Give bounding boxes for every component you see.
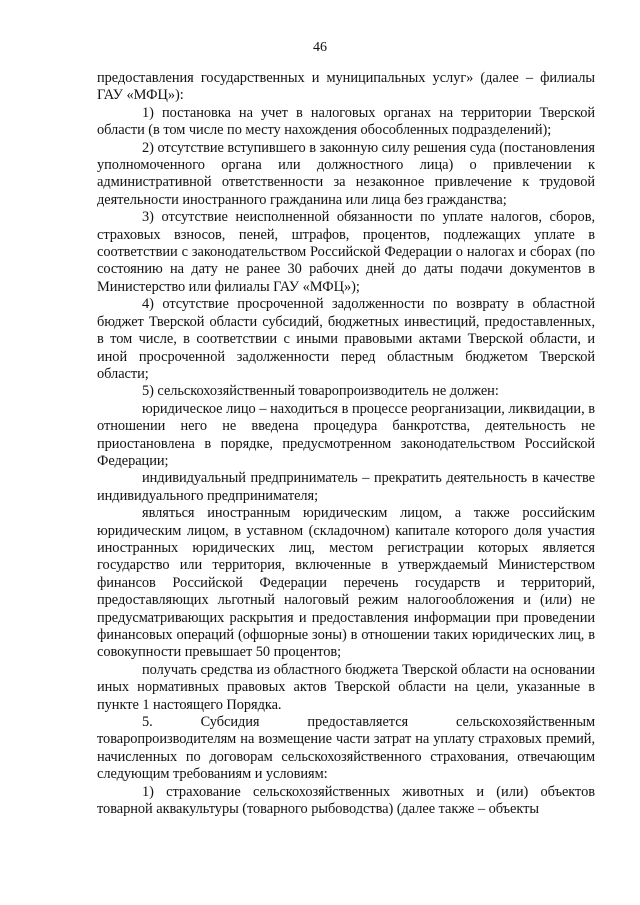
paragraph: 3) отсутствие неисполненной обязанности по уплате налогов, сборов, страховых взносов, пеней, штрафов, процентов, подлежащих уплате в соответствии с законодательством Российской Федерации о налогах и сборах (по состоянию на дату не ранее 30 рабочих дней до даты подачи документов в Министерство или филиалы ГАУ «МФЦ»); <box>97 209 595 295</box>
paragraph: 1) постановка на учет в налоговых органах на территории Тверской области (в том числе по месту нахождения обособленных подразделений); <box>97 104 595 139</box>
page-number: 46 <box>313 40 327 55</box>
paragraph: 5. Субсидия предоставляется сельскохозяйственным товаропроизводителям на возмещение части затрат на уплату страховых премий, начисленных по договорам сельскохозяйственного страхования, отвечающим следующим требованиям и условиям: <box>97 714 595 783</box>
paragraph: 4) отсутствие просроченной задолженности по возврату в областной бюджет Тверской области субсидий, бюджетных инвестиций, предоставленных, в том числе, в соответствии с иными правовыми актами Тверской области, и иной просроченной задолженности перед областным бюджетом Тверской области; <box>97 296 595 382</box>
paragraph: получать средства из областного бюджета Тверской области на основании иных нормативных правовых актов Тверской области на цели, указанные в пункте 1 настоящего Порядка. <box>97 661 595 713</box>
paragraph: 5) сельскохозяйственный товаропроизводитель не должен: <box>142 383 499 400</box>
paragraph: индивидуальный предприниматель – прекратить деятельность в качестве индивидуального предпринимателя; <box>97 470 595 504</box>
body-text <box>97 70 595 818</box>
paragraph: предоставления государственных и муниципальных услуг» (далее – филиалы ГАУ «МФЦ»): <box>97 70 595 104</box>
paragraph: 1) страхование сельскохозяйственных животных и (или) объектов товарной аквакультуры (товарного рыбоводства) (далее также – объекты <box>97 783 595 818</box>
paragraph: являться иностранным юридическим лицом, а также российским юридическим лицом, в уставном (складочном) капитале которого доля участия иностранных юридических лиц, местом регистрации которых является государство или территория, включенные в утверждаемый Министерством финансов Российской Федерации перечень государств и территорий, предоставляющих льготный налоговый режим налогообложения и (или) не предусматривающих раскрытия и предоставления информации при проведении финансовых операций (офшорные зоны) в отношении таких юридических лиц, в совокупности превышает 50 процентов; <box>97 505 595 661</box>
paragraph: 2) отсутствие вступившего в законную силу решения суда (постановления уполномоченного органа или должностного лица) о привлечении к административной ответственности за незаконное привлечение к трудовой деятельности иностранного гражданина или лица без гражданства; <box>97 139 595 208</box>
paragraph: юридическое лицо – находиться в процессе реорганизации, ликвидации, в отношении него не введена процедура банкротства, деятельность не приостановлена в порядке, предусмотренном законодательством Российской Федерации; <box>97 400 595 469</box>
